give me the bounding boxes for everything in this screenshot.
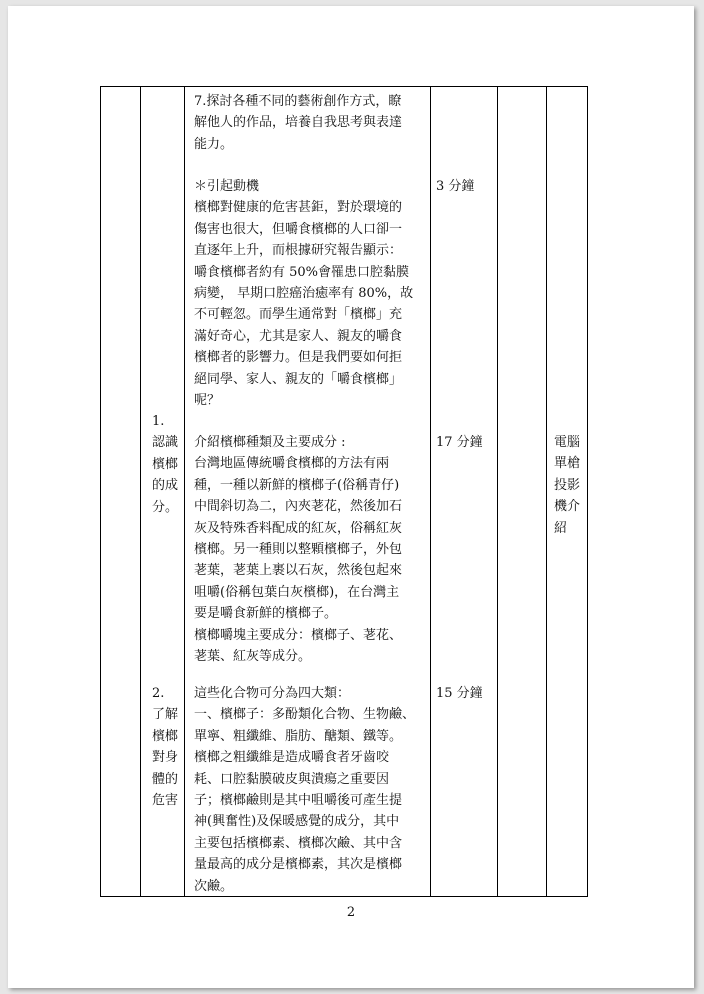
table-border-right — [587, 86, 588, 897]
column-divider — [140, 86, 141, 897]
time-cell: 17 分鐘 — [436, 435, 483, 450]
activity-cell: 2. 了解 檳榔 對身 體的 危害 — [152, 686, 179, 809]
content-cell: 這些化合物可分為四大類： 一、檳榔子：多酚類化合物、生物鹼、 單寧、粗纖維、脂肪、醣類、鐵等。 檳榔之粗纖維是造成嚼食者牙齒咬 耗、口腔黏膜破皮與潰瘍之重要因 子；檳榔鹼則是其中咀嚼後可產生提 神(興奮性)及保暖感覺的成分，其中 主要包括檳榔素、檳榔次鹼、其中含 量最高的成分是檳榔素，其次是檳榔 次鹼。 — [194, 686, 416, 894]
teaching-aid-cell: 電腦 單槍 投影 機介 紹 — [554, 435, 581, 536]
time-cell: 15 分鐘 — [436, 686, 483, 701]
lesson-plan-table — [100, 86, 588, 897]
table-border-left — [100, 86, 101, 897]
document-page — [8, 6, 694, 988]
column-divider — [546, 86, 547, 897]
column-divider — [430, 86, 431, 897]
table-border-top — [100, 86, 588, 87]
content-cell: ＊引起動機 檳榔對健康的危害甚鉅，對於環境的 傷害也很大，但嚼食檳榔的人口卻一 直逐年上升，而根據研究報告顯示： 嚼食檳榔者約有 50%會罹患口腔黏膜 病變， 早期口腔癌治癒率有 80%，故 不可輕忽。而學生通常對「檳榔」充 滿好奇心，尤其是家人、親友的嚼食 檳榔者的影響力。但是我們要如何拒 絕同學、家人、親友的「嚼食檳榔」 呢？ — [194, 179, 414, 409]
column-divider — [184, 86, 185, 897]
time-cell: 3 分鐘 — [436, 179, 475, 194]
content-cell: 7.探討各種不同的藝術創作方式，瞭 解他人的作品，培養自我思考與表達 能力。 — [194, 94, 403, 152]
column-divider — [497, 86, 498, 897]
activity-cell: 1. 認識 檳榔 的成 分。 — [152, 414, 179, 515]
content-cell: 介紹檳榔種類及主要成分 : 台灣地區傳統嚼食檳榔的方法有兩 種，一種以新鮮的檳榔子(俗稱青仔) 中間斜切為二，內夾荖花，然後加石 灰及特殊香料配成的紅灰，俗稱紅灰 檳榔。另一種則以整顆檳榔子，外包 荖葉，荖葉上裹以石灰，然後包起來 咀嚼(俗稱包葉白灰檳榔)，在台灣主 要是嚼食新鮮的檳榔子。 檳榔嚼塊主要成分：檳榔子、荖花、 荖葉、紅灰等成分。 — [194, 435, 403, 665]
page-number: 2 — [346, 905, 356, 920]
